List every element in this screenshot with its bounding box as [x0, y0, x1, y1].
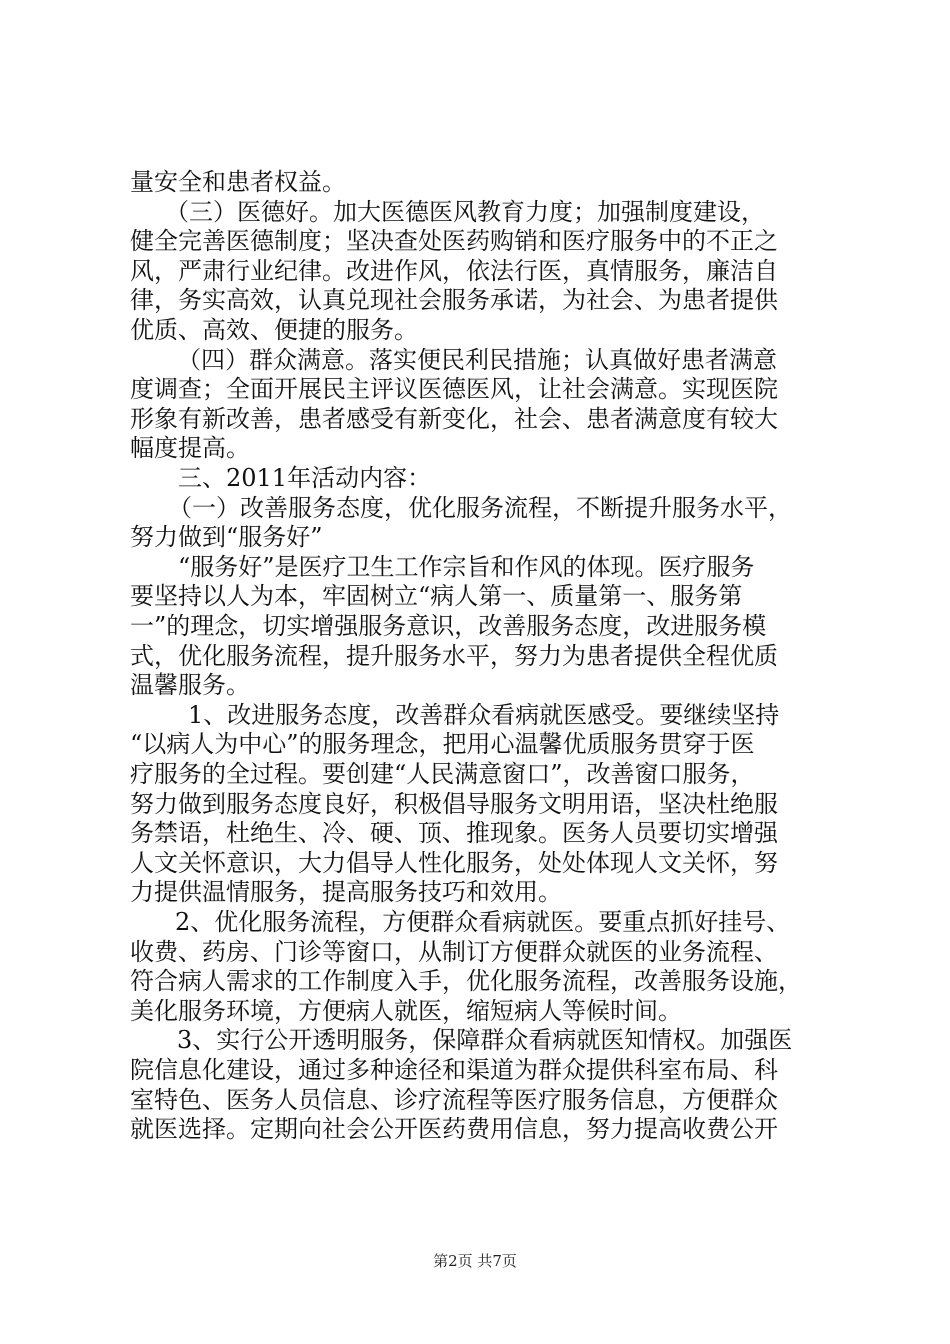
text-line: 努力做到“服务好” — [130, 523, 323, 551]
text-line: （一）改善服务态度，优化服务流程，不断提升服务水平， — [168, 494, 792, 522]
text-line: 温馨服务。 — [130, 671, 250, 699]
text-line: “以病人为中心”的服务理念，把用心温馨优质服务贯穿于医 — [130, 730, 755, 758]
text-line: 量安全和患者权益。 — [130, 168, 346, 196]
text-line: 符合病人需求的工作制度入手，优化服务流程，改善服务设施， — [130, 967, 802, 995]
text-line: 努力做到服务态度良好，积极倡导服务文明用语，坚决杜绝服 — [130, 790, 778, 818]
text-line: 人文关怀意识，大力倡导人性化服务，处处体现人文关怀，努 — [130, 849, 778, 877]
text-line: 1、改进服务态度，改善群众看病就医感受。要继续坚持 — [188, 701, 780, 729]
text-line: 式，优化服务流程，提升服务水平，努力为患者提供全程优质 — [130, 642, 778, 670]
text-line: 形象有新改善，患者感受有新变化，社会、患者满意度有较大 — [130, 405, 778, 433]
page-footer: 第2页 共7页 — [433, 1252, 517, 1270]
text-line: 2、优化服务流程，方便群众看病就医。要重点抓好挂号、 — [175, 908, 791, 936]
text-line: 院信息化建设，通过多种途径和渠道为群众提供科室布局、科 — [130, 1056, 778, 1084]
text-line: 度调查；全面开展民主评议医德医风，让社会满意。实现医院 — [130, 375, 778, 403]
text-line: 健全完善医德制度；坚决查处医药购销和医疗服务中的不正之 — [130, 227, 778, 255]
text-line: 收费、药房、门诊等窗口，从制订方便群众就医的业务流程、 — [130, 938, 778, 966]
text-line: “服务好”是医疗卫生工作宗旨和作风的体现。医疗服务 — [178, 553, 755, 581]
text-line: 一”的理念，切实增强服务意识，改善服务态度，改进服务模 — [130, 612, 767, 640]
text-line: 美化服务环境，方便病人就医，缩短病人等候时间。 — [130, 997, 682, 1025]
text-line: 室特色、医务人员信息、诊疗流程等医疗服务信息，方便群众 — [130, 1086, 778, 1114]
section-heading: 三、2011年活动内容： — [178, 464, 432, 492]
text-line: 就医选择。定期向社会公开医药费用信息，努力提高收费公开 — [130, 1115, 778, 1143]
text-line: 务禁语，杜绝生、冷、硬、顶、推现象。医务人员要切实增强 — [130, 819, 778, 847]
text-line: 疗服务的全过程。要创建“人民满意窗口”，改善窗口服务， — [130, 760, 755, 788]
text-line: （四）群众满意。落实便民利民措施；认真做好患者满意 — [177, 346, 777, 374]
text-line: （三）医德好。加大医德医风教育力度；加强制度建设， — [165, 198, 765, 226]
text-line: 3、实行公开透明服务，保障群众看病就医知情权。加强医 — [177, 1026, 793, 1054]
text-line: 力提供温情服务，提高服务技巧和效用。 — [130, 878, 562, 906]
text-line: 风，严肃行业纪律。改进作风，依法行医，真情服务，廉洁自 — [130, 257, 778, 285]
text-line: 要坚持以人为本，牢固树立“病人第一、质量第一、服务第 — [130, 582, 743, 610]
text-line: 律，务实高效，认真兑现社会服务承诺，为社会、为患者提供 — [130, 286, 778, 314]
text-line: 幅度提高。 — [130, 434, 250, 462]
text-line: 优质、高效、便捷的服务。 — [130, 316, 418, 344]
